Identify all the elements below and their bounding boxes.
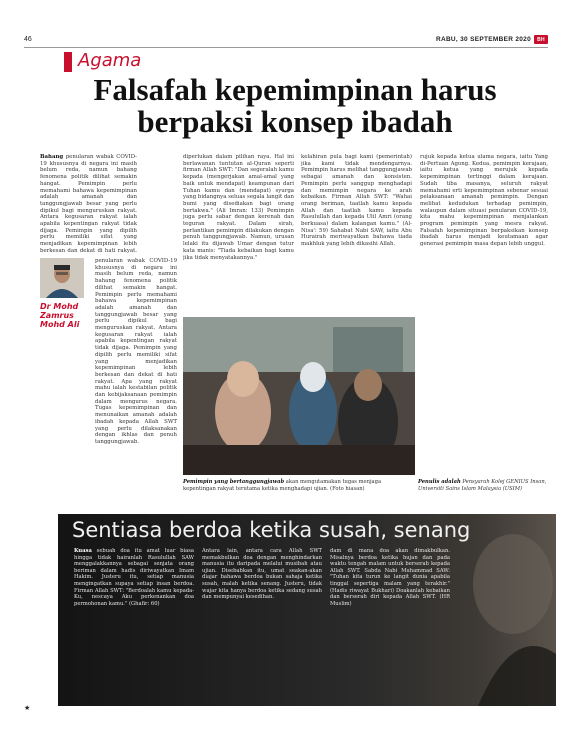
sidebar-title: Sentiasa berdoa ketika susah, senang: [72, 518, 471, 542]
headline: Falsafah kepemimpinan harus berpaksi konsep ibadah: [93, 72, 497, 139]
section-label: Agama: [78, 50, 142, 71]
sidebar-column-3: [330, 548, 450, 700]
sidebar-column-1: [74, 548, 194, 700]
author-photo: [40, 258, 84, 298]
sidebar-text: sebuah doa itu amat luar biasa hingga tidak hairanlah Rasulullah SAW menggalakkannya sebagai senjata orang beriman dalam hadis diriwayatkan Imam Hakim. Justeru itu, setiap manusia mengingatkan supaya setiap insan berdoa. Firman Allah SWT: "Berdoalah kamu kepada-Ku, nescaya Aku perkenankan doa permohonan kamu." (Ghafir: 60): [74, 548, 194, 607]
credit-lead: Penulis adalah: [418, 479, 461, 485]
author-credit: [418, 479, 548, 492]
column-text: diperlukan dalam pilihan raya. Hal ini berlawanan tuntutan al-Quran seperti firman Allah SWT: "Dan segeralah kamu kepada (mengerjakan amal-amal yang baik untuk mendapat) keampunan dari Tuhan kamu dan (mendapat) syurga yang bidangnya seluas segala langit dan bumi yang disediakan bagi orang bertakwa." (Ali Imran: 133) Pemimpin juga perlu sabar dengan kerenah dan teguran rakyat. Dalam sirah, perlantikan pemimpin dilakukan dengan penuh tanggungjawab. Namun, urusan lelaki itu dijawab Umar dengan tutur kata manis: "Tiada kebaikan bagi kamu jika tidak menyatakannya.": [183, 154, 294, 261]
credit-text: Pensyarah Kolej GENIUS Insan, Universiti Sains Islam Malaysia (USIM): [418, 479, 547, 492]
header-rule: [24, 47, 548, 48]
lead-word: Bahang: [40, 154, 64, 160]
article-column-1-top: [40, 154, 137, 254]
photo-caption: [183, 479, 415, 492]
bh-logo: BH: [534, 35, 548, 44]
sidebar-text: dam di mana doa akan dimakbulkan. Misalnya berdoa ketika hujan dan pada waktu tengah malam untuk berserah kepada Allah SWT. Sabda Nabi Muhammad SAW: "Tuhan kita turun ke langit dunia apabila tinggal sepertiga malam yang terakhir." (Hadis riwayat Bukhari) Doakanlah kebaikan dan berserah diri kepada Allah SWT. (HR Muslim): [330, 548, 450, 607]
page-number: 46: [24, 36, 32, 43]
article-column-1-bottom: [95, 258, 177, 480]
caption-credit: (Foto hiasan): [330, 485, 365, 492]
article-column-4: [420, 154, 548, 476]
caption-lead: Pemimpin yang bertanggungjawab: [183, 479, 285, 485]
main-photo: [183, 317, 415, 475]
column-text: penularan wabak COVID-19 khususnya di negara ini masih belum reda, namun bahang fenomena politik dilihat semakin hangat. Pemimpin perlu memahami bahawa kepemimpinan adalah amanah dan tanggungjawab besar yang perlu dipikul bagi menguruskan rakyat. Antara kegusaran rakyat ialah apabila kepentingan rakyat tidak dijaga. Pemimpin yang dipilih perlu memiliki sifat yang menjadikan kepemimpinan lebih berkesan dan dekat di hati rakyat.: [40, 154, 137, 254]
sidebar-lead: Kuasa: [74, 548, 92, 554]
section-marker: [64, 52, 72, 72]
sidebar-text: Antara lain, antara cara Allah SWT memakbulkan doa dengan menghindarkan manusia itu daripada melalui musibah atau ujian. Disebabkan itu, umat seakan-akan diajar bahawa berdoa bukan sahaja ketika susah, malah ketika senang. Justeru, tidak wajar kita hanya berdoa ketika sedang susah dan mempunyai kesedihan.: [202, 548, 322, 601]
column-text: rujuk kepada ketua ulama negara, iaitu Yang di-Pertuan Agong. Kedua, pemimpin kerajaan, iaitu ketua yang merujuk kepada kepemimpinan tertinggi dalam kerajaan. Sudah tiba masanya, seluruh rakyat memahami erti kepemimpinan sebenar sesuai pelaksanaan amanah pemimpin. Dengan melihat kedudukan terhadap pemimpin, walaupun dalam situasi penularan COVID-19, kita mahu kepemimpinan menjalankan program pemimpin yang mesra rakyat. Falsafah kepemimpinan berpaksikan konsep ibadah harus menjadi keutamaan agar generasi pemimpin masa depan lebih unggul.: [420, 154, 548, 248]
issue-date: [436, 35, 548, 44]
caption-text: akan mengutamakan tugas menjaga kepentingan rakyat terutama ketika menghadapi ujian.: [183, 479, 382, 492]
article-column-2: [183, 154, 294, 314]
column-text: kelahiran pula bagi kami (pemerintah) jika kami tidak mendengarnya. Pemimpin harus melihat tanggungjawab sebagai amanah dan konsisten. Pemimpin perlu sanggup menghadapi dan memimpin negara ke arah kebaikan. Firman Allah SWT: "Wahai orang beriman, taatlah kamu kepada Allah dan taatlah kamu kepada Rasulullah dan kepada Ulil Amri (orang berkuasa) dalam kalangan kamu." (Al-Nisa': 59) Sahabat Nabi SAW, iaitu Abu Hurairah meriwayatkan bahawa tiada makhluk yang lebih dikasihi Allah.: [301, 154, 412, 248]
author-name: Dr Mohd Zamrus Mohd Ali: [40, 302, 80, 329]
article-column-3: [301, 154, 412, 314]
date-text: RABU, 30 SEPTEMBER 2020: [435, 36, 531, 43]
star-icon: ★: [24, 704, 31, 712]
column-text: penularan wabak COVID-19 khususnya di negara ini masih belum reda, namun bahang fenomena politik dilihat semakin hangat. Pemimpin perlu memahami bahawa kepemimpinan adalah amanah dan tanggungjawab besar yang perlu dipikul bagi menguruskan rakyat. Antara kegusaran rakyat ialah apabila kepentingan rakyat tidak dijaga. Pemimpin yang dipilih perlu memiliki sifat yang menjadikan kepemimpinan lebih berkesan dan dekat di hati rakyat. Apa yang rakyat mahu ialah kestabilan politik dan kebijaksanaan pemimpin dalam mengurus negara. Tugas kepemimpinan dan menunaikan amanah adalah ibadah kepada Allah SWT yang perlu dilaksanakan dengan ikhlas dan penuh tanggungjawab.: [95, 258, 177, 445]
sidebar-column-2: [202, 548, 322, 700]
